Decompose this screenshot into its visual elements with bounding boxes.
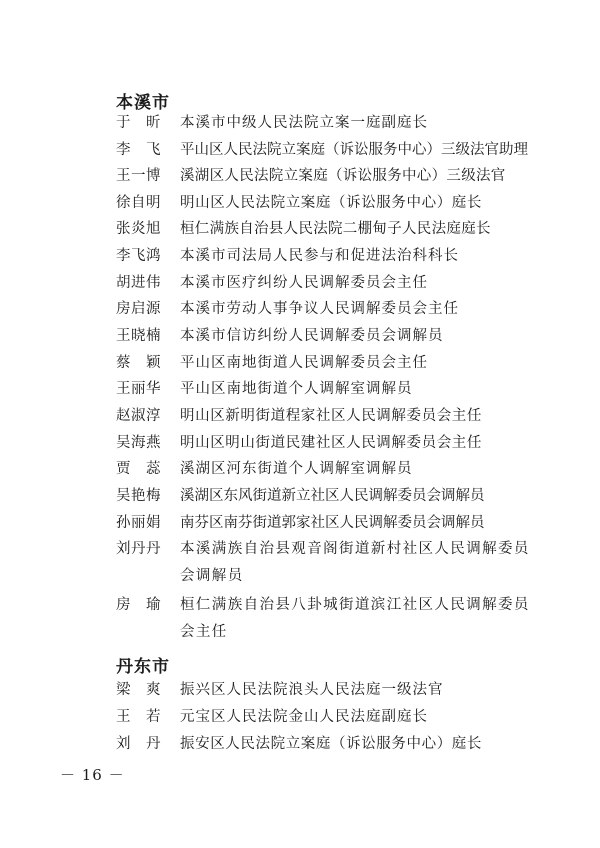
person-title: 本溪市信访纠纷人民调解委员会调解员 [180, 328, 444, 344]
section-title-dandong: 丹东市 [116, 657, 170, 677]
person-name: 李 飞 [116, 142, 161, 158]
person-name: 房启源 [116, 301, 161, 317]
person-title: 元宝区人民法院金山人民法庭副庭长 [180, 709, 428, 725]
person-title: 平山区南地街道人民调解委员会主任 [180, 355, 428, 371]
person-name: 徐自明 [116, 195, 161, 211]
person-title: 溪湖区东风街道新立社区人民调解委员会调解员 [180, 488, 485, 504]
person-title: 振兴区人民法院浪头人民法庭一级法官 [180, 682, 444, 698]
person-name: 赵淑淳 [116, 408, 161, 424]
person-title: 本溪市医疗纠纷人民调解委员会主任 [180, 275, 428, 291]
person-name: 吴海燕 [116, 435, 161, 451]
person-name: 刘 丹 [116, 736, 161, 752]
section-title-benxi: 本溪市 [116, 93, 170, 113]
person-name: 胡进伟 [116, 275, 161, 291]
person-title: 明山区明山街道民建社区人民调解委员会主任 [180, 435, 482, 451]
person-name: 王晓楠 [116, 328, 161, 344]
person-name: 于 昕 [116, 115, 161, 131]
person-name: 孙丽娟 [116, 515, 161, 531]
person-name: 李飞鸿 [116, 248, 161, 264]
person-name: 王 若 [116, 709, 161, 725]
person-title: 明山区人民法院立案庭（诉讼服务中心）庭长 [180, 195, 482, 211]
person-title: 桓仁满族自治县人民法院二棚甸子人民法庭庭长 [180, 221, 491, 237]
person-name: 房 瑜 [116, 597, 161, 613]
person-name: 梁 爽 [116, 682, 161, 698]
person-title: 明山区新明街道程家社区人民调解委员会主任 [180, 408, 482, 424]
person-title: 本溪市司法局人民参与和促进法治科科长 [180, 248, 459, 264]
person-name: 王一博 [116, 168, 161, 184]
person-name: 贾 蕊 [116, 461, 161, 477]
person-title: 溪湖区河东街道个人调解室调解员 [180, 461, 413, 477]
person-title: 桓仁满族自治县八卦城街道滨江社区人民调解委员会主任 [180, 597, 530, 640]
person-title: 本溪满族自治县观音阁街道新村社区人民调解委员会调解员 [180, 541, 530, 584]
person-title: 平山区人民法院立案庭（诉讼服务中心）三级法官助理 [180, 142, 528, 158]
person-title: 本溪市劳动人事争议人民调解委员会主任 [180, 301, 459, 317]
person-name: 刘丹丹 [116, 541, 161, 557]
person-name: 张炎旭 [116, 221, 161, 237]
person-title: 振安区人民法院立案庭（诉讼服务中心）庭长 [180, 736, 482, 752]
person-title: 溪湖区人民法院立案庭（诉讼服务中心）三级法官 [180, 168, 506, 184]
person-title: 平山区南地街道个人调解室调解员 [180, 381, 413, 397]
person-title: 本溪市中级人民法院立案一庭副庭长 [180, 115, 428, 131]
page-number: － 16 － [60, 766, 125, 784]
person-name: 蔡 颖 [116, 355, 161, 371]
person-name: 吴艳梅 [116, 488, 161, 504]
person-title: 南芬区南芬街道郭家社区人民调解委员会调解员 [180, 515, 485, 531]
person-name: 王丽华 [116, 381, 161, 397]
